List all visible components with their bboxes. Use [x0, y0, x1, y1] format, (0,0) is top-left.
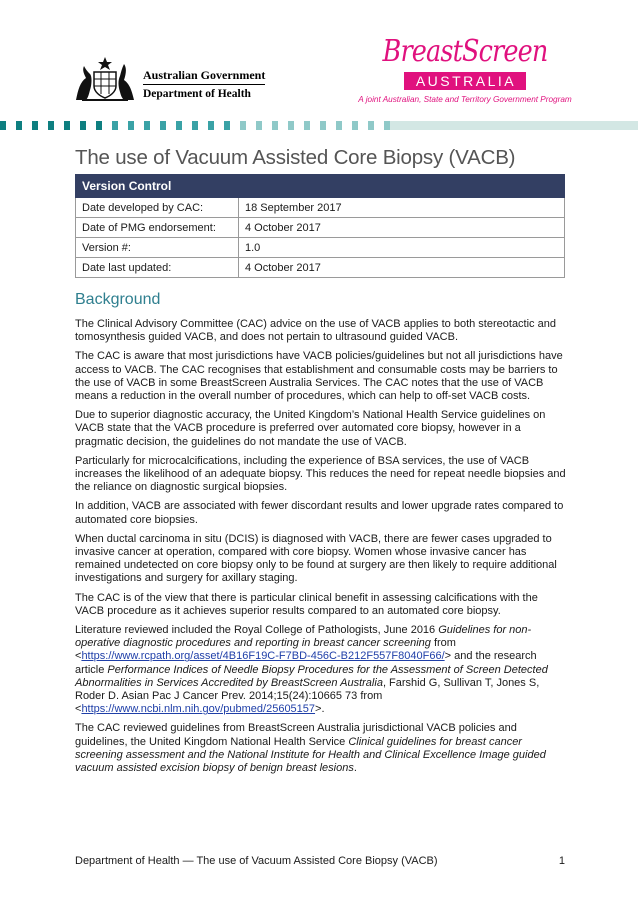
text: Literature reviewed included the Royal College of Pathologists, June 2016 [75, 624, 439, 637]
citation-title: Guidelines for non-operative diagnostic procedures and reporting in breast cancer screening [75, 624, 532, 650]
header-stripe [0, 121, 638, 130]
text: > and the research article [75, 650, 537, 676]
breastscreen-logo [355, 34, 575, 104]
version-control-table [75, 174, 565, 278]
government-rule [143, 84, 265, 85]
table-cell-value: 18 September 2017 [239, 198, 565, 218]
pubmed-link[interactable]: https://www.ncbi.nlm.nih.gov/pubmed/25605157 [81, 703, 316, 716]
paragraph: Due to superior diagnostic accuracy, the United Kingdom’s National Health Service guidelines on VACB state that the VACB procedure is preferred over automated core biopsy, however in a pragmatic decision, the guidelines do not mandate the use of VACB. [75, 409, 546, 448]
version-control-heading: Version Control [76, 175, 565, 198]
guidelines-paragraph [75, 722, 567, 775]
rcpath-link[interactable]: https://www.rcpath.org/asset/4B16F19C-F7BD-456C-B212F557F8040F66/ [81, 650, 445, 663]
department-name: Department of Health [143, 88, 251, 100]
table-row [76, 218, 565, 238]
table-cell-label: Date developed by CAC: [76, 198, 239, 218]
table-cell-label: Version #: [76, 238, 239, 258]
paragraph: The CAC is aware that most jurisdictions have VACB policies/guidelines but not all jurisdictions have access to VACB. The CAC recognises that establishment and consumable costs may be barriers to the use of VACB in some BreastScreen Australia Services. The CAC notes that the use of VACB means a reduction in the overall number of procedures, which can help to off-set VACB costs. [75, 350, 563, 403]
table-cell-label: Date of PMG endorsement: [76, 218, 239, 238]
table-cell-label: Date last updated: [76, 258, 239, 278]
paragraph: When ductal carcinoma in situ (DCIS) is diagnosed with VACB, there are fewer cases upgraded to invasive cancer at operation, compared with core biopsy. Women whose invasive cancer has remained undetected on core biopsy only to be found at surgery are then likely to require additional investigations and surgery for axillary staging. [75, 532, 557, 585]
footer-text: Department of Health — The use of Vacuum Assisted Core Biopsy (VACB) [75, 855, 438, 867]
page-header [0, 0, 638, 132]
citation-title: and the National Institute for Health and Clinical Excellence Image guided vacuum assisted excision biopsy of benign breast lesions [75, 748, 546, 775]
table-row [76, 238, 565, 258]
paragraph: Particularly for microcalcifications, including the experience of BSA services, the use of VACB increases the likelihood of an adequate biopsy. This reduces the need for repeat needle biopsies and the reliance on diagnostic surgical biopsies. [75, 454, 566, 494]
citation-title: Performance Indices of Needle Biopsy Procedures for the Assessment of Screen Detected Abnormalities in Services Accredited by BreastScreen Australia [75, 663, 548, 689]
table-row [76, 258, 565, 278]
breastscreen-tagline: A joint Australian, State and Territory Government Program [358, 95, 572, 104]
coat-of-arms-icon [72, 56, 138, 102]
text: . [353, 762, 357, 775]
literature-paragraph [75, 624, 567, 716]
table-cell-value: 1.0 [239, 238, 565, 258]
paragraph: The Clinical Advisory Committee (CAC) advice on the use of VACB applies to both stereotactic and tomosynthesis guided VACB, and does not pertain to ultrasound guided VACB. [75, 318, 556, 344]
text: from < [75, 637, 456, 663]
breastscreen-country-box: AUSTRALIA [404, 72, 526, 90]
government-name: Australian Government [143, 68, 266, 82]
background-heading: Background [75, 291, 161, 308]
breastscreen-wordmark: BreastScreen [382, 34, 548, 69]
text: >. [315, 703, 325, 716]
page-title: The use of Vacuum Assisted Core Biopsy (VACB) [75, 146, 516, 169]
table-cell-value: 4 October 2017 [239, 258, 565, 278]
paragraph: The CAC is of the view that there is particular clinical benefit in assessing calcifications with the VACB procedure as it achieves superior results compared to an automated core biopsy. [75, 591, 538, 617]
version-control-header-row [76, 175, 565, 198]
page-number: 1 [558, 855, 565, 867]
text: The CAC reviewed guidelines from BreastScreen Australia jurisdictional VACB policies and guidelines, the United Kingdom National Health Service [75, 722, 517, 748]
paragraph: In addition, VACB are associated with fewer discordant results and lower upgrade rates compared to automated core biopsies. [75, 500, 564, 526]
table-cell-value: 4 October 2017 [239, 218, 565, 238]
text: , Farshid G, Sullivan T, Jones S, Roder D. Asian Pac J Cancer Prev. 2014;15(24):10665 73 from < [75, 676, 540, 716]
table-row [76, 198, 565, 218]
citation-title: Clinical guidelines for breast cancer screening assessment [75, 735, 522, 761]
page-footer [75, 855, 565, 867]
background-body [75, 318, 567, 781]
